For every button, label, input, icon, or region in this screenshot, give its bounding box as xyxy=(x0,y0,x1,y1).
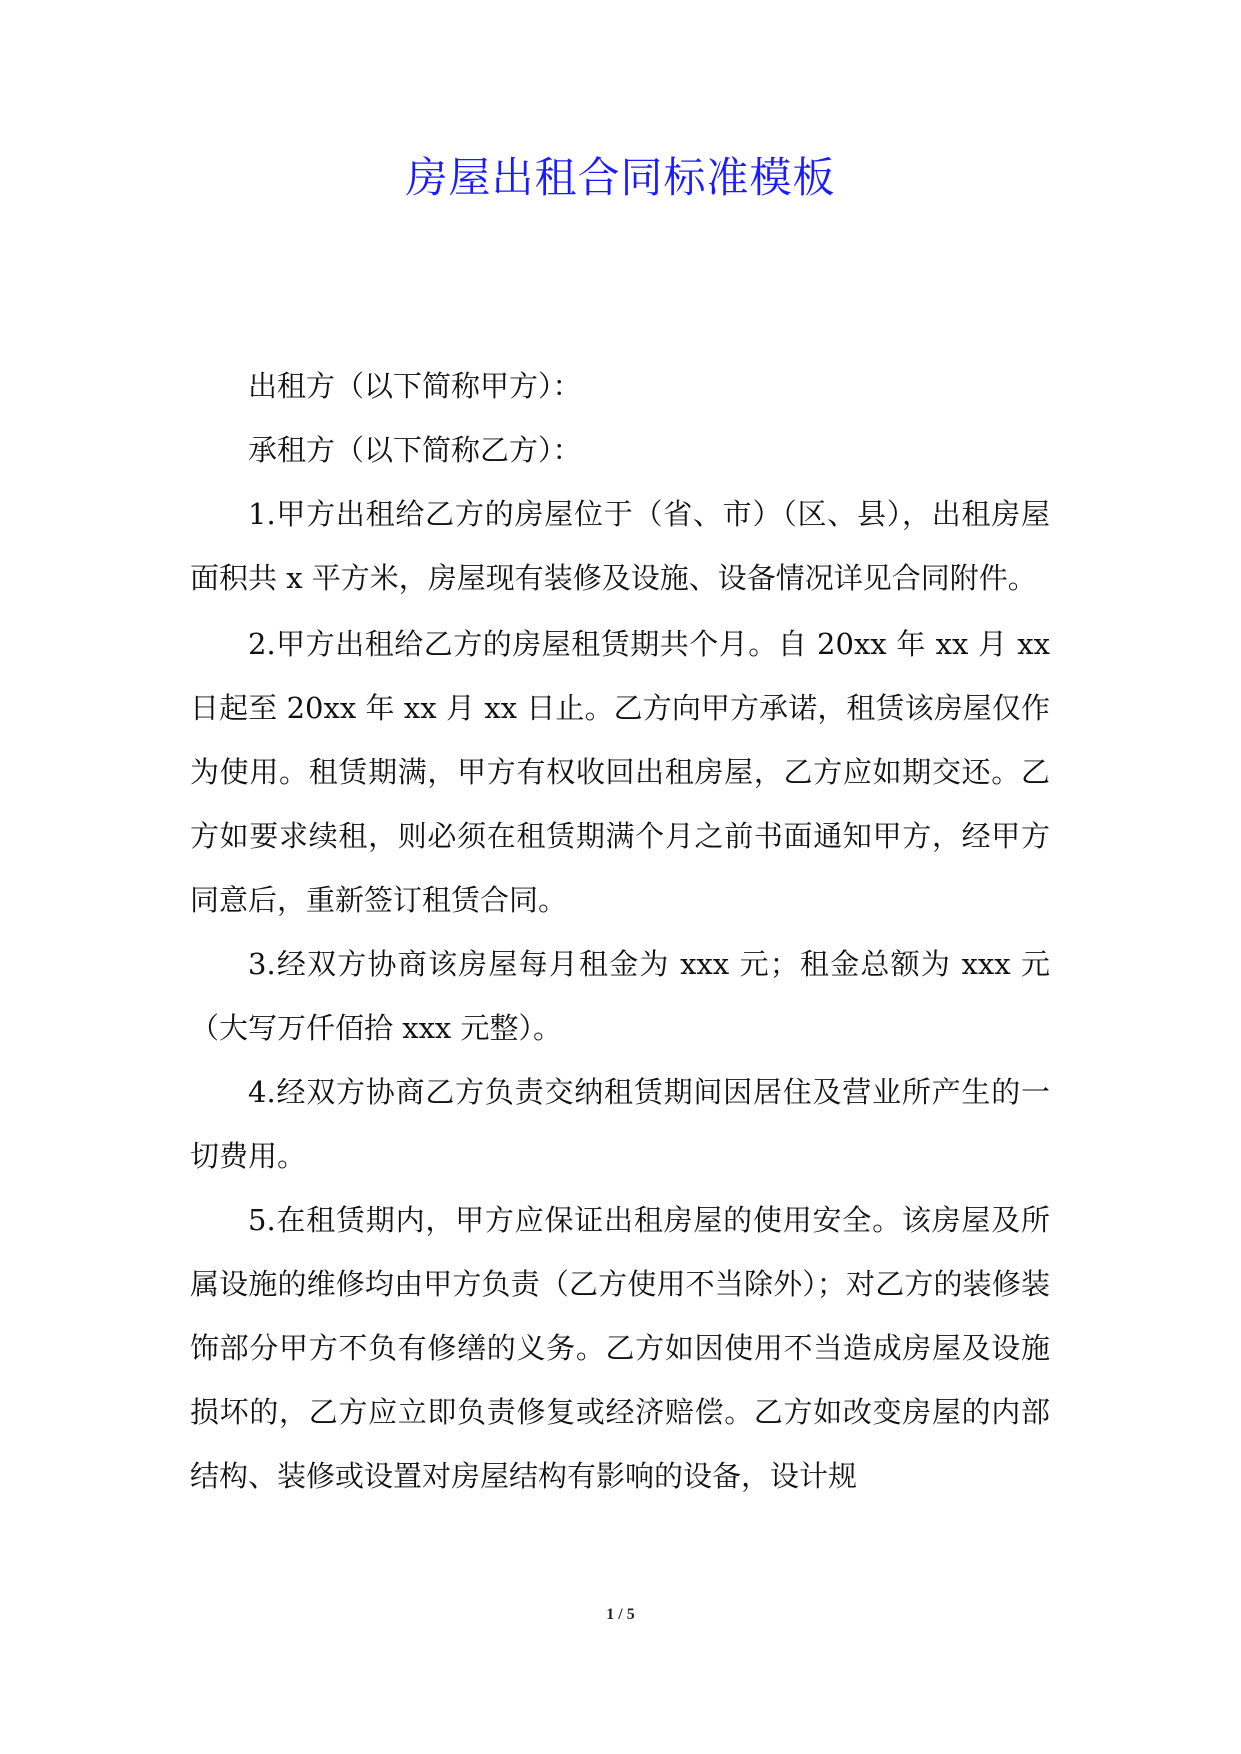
paragraph-lessor: 出租方（以下简称甲方）： xyxy=(248,369,582,403)
paragraph-clause-3: 3.经双方协商该房屋每月租金为 xxx 元；租金总额为 xxx 元（大写万仟佰拾 xxx 元整）。 xyxy=(190,947,1050,1045)
page-number: 1 / 5 xyxy=(606,1606,635,1623)
document-body xyxy=(190,354,1050,1508)
paragraph-lessee: 承租方（以下简称乙方）： xyxy=(248,433,582,467)
document-title: 房屋出租合同标准模板 xyxy=(405,153,836,202)
paragraph-clause-5: 5.在租赁期内，甲方应保证出租房屋的使用安全。该房屋及所属设施的维修均由甲方负责（乙方使用不当除外）；对乙方的装修装饰部分甲方不负有修缮的义务。乙方如因使用不当造成房屋及设施损坏的，乙方应立即负责修复或经济赔偿。乙方如改变房屋的内部结构、装修或设置对房屋结构有影响的设备，设计规 xyxy=(190,1203,1050,1493)
paragraph-clause-2: 2.甲方出租给乙方的房屋租赁期共个月。自 20xx 年 xx 月 xx 日起至 20xx 年 xx 月 xx 日止。乙方向甲方承诺，租赁该房屋仅作为使用。租赁期满，甲方有权收回出租房屋，乙方应如期交还。乙方如要求续租，则必须在租赁期满个月之前书面通知甲方，经甲方同意后，重新签订租赁合同。 xyxy=(190,627,1050,917)
paragraph-clause-1: 1.甲方出租给乙方的房屋位于（省、市）（区、县），出租房屋面积共 x 平方米，房屋现有装修及设施、设备情况详见合同附件。 xyxy=(190,497,1050,595)
paragraph-clause-4: 4.经双方协商乙方负责交纳租赁期间因居住及营业所产生的一切费用。 xyxy=(190,1075,1050,1173)
